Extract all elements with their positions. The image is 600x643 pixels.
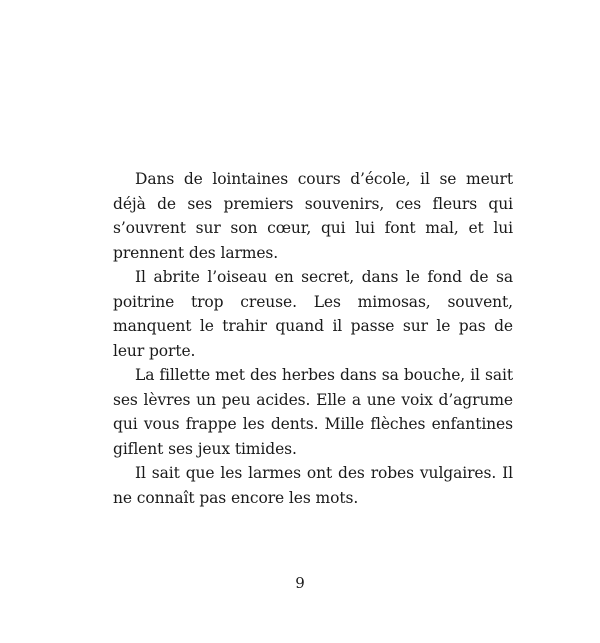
- page-number: 9: [295, 574, 305, 592]
- body-text: [113, 167, 513, 510]
- paragraph-3: La fillette met des herbes dans sa bouche, il sait ses lèvres un peu acides. Elle a une voix d’agrume qui vous frappe les dents. Mille flèches enfantines giflent ses jeux timides.: [113, 366, 513, 458]
- paragraph-4: Il sait que les larmes ont des robes vulgaires. Il ne connaît pas encore les mots.: [113, 464, 513, 507]
- paragraph-2: Il abrite l’oiseau en secret, dans le fond de sa poitrine trop creuse. Les mimosas, souvent, manquent le trahir quand il passe sur le pas de leur porte.: [113, 268, 513, 360]
- paragraph-1: Dans de lointaines cours d’école, il se meurt déjà de ses premiers souvenirs, ces fleurs qui s’ouvrent sur son cœur, qui lui font mal, et lui prennent des larmes.: [113, 170, 513, 262]
